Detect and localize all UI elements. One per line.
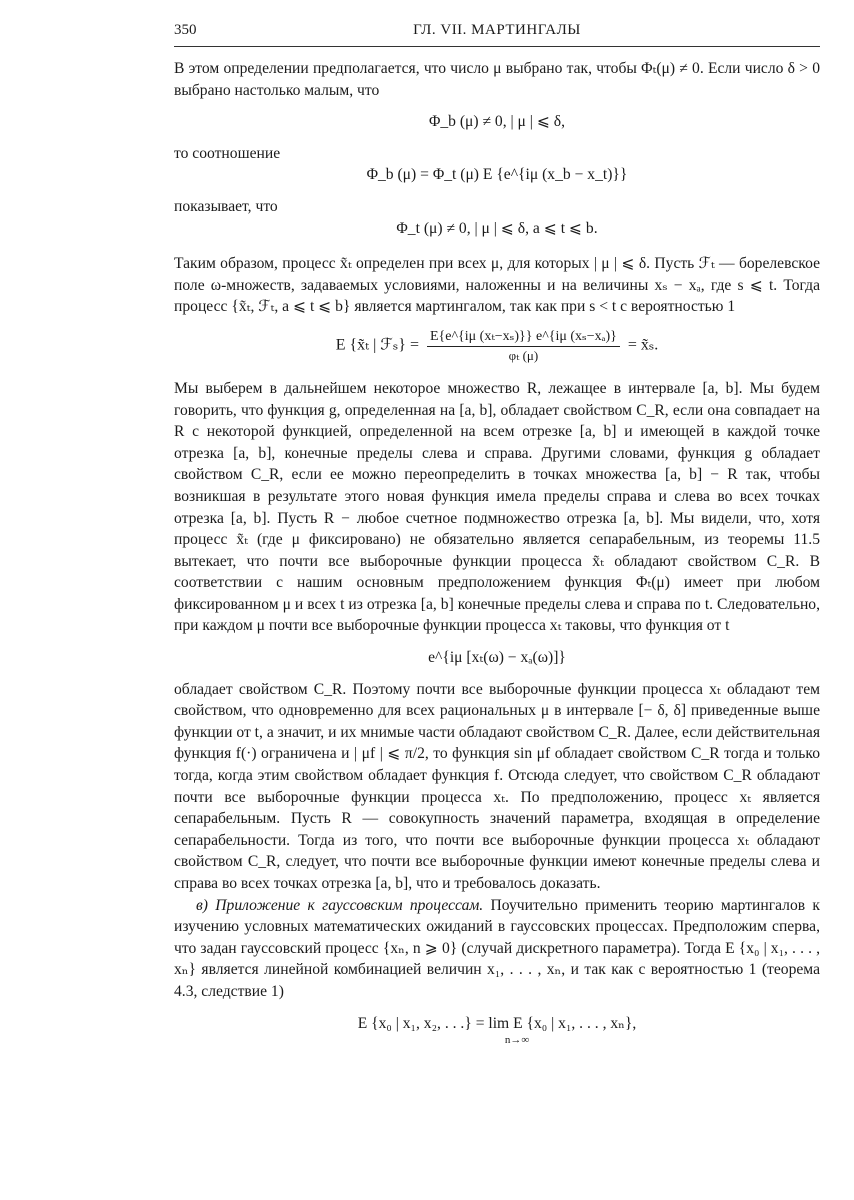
formula-2: Φ_b (μ) = Φ_t (μ) E {e^{iμ (x_b − x_t)}} bbox=[366, 166, 628, 184]
paragraph-5: Мы выберем в дальнейшем некоторое множество R, лежащее в интервале [a, b]. Мы будем говорить, что функция g, определенная на [a, b], обладает свойством C_R, если она совпадает на R с некоторой функцией, определенной на всем отрезке [a, b] и имеющей в каждой точке отрезка [a, b], конечные пределы слева и справа. Другими словами, функция g обладает свойством C_R, если ее можно переопределить в точках множества [a, b] − R так, чтобы возникшая в результате этого новая функция имела пределы справа и слева во всех точках отрезка [a, b]. Пусть R − любое счетное подмножество отрезка [a, b]. Мы видели, что, хотя процесс x̃ₜ (где μ фиксировано) не обязательно является сепарабельным, из теоремы 11.5 вытекает, что почти все выборочные функции процесса x̃ₜ обладают свойством C_R. В соответствии с нашим основным предположением функция Φₜ(μ) имеет при любом фиксированном μ и всех t из отрезка [a, b] конечные пределы слева и справа по t. Следовательно, при каждом μ почти все выборочные функции процесса xₜ таковы, что функция от t bbox=[174, 379, 820, 635]
paragraph-1: В этом определении предполагается, что число μ выбрано так, чтобы Φₜ(μ) ≠ 0. Если число δ > 0 выбрано настолько малым, что bbox=[174, 60, 820, 99]
paragraph-7-text: Поучительно применить теорию мартингалов к изучению условных математических ожиданий в гауссовских процессах. Предположим сперва, что задан гауссовский процесс {xₙ, n ⩾ 0} (случай дискретного параметра). Тогда E {x₀ | x₁, . . . , xₙ} является линейной комбинацией величин x₁, . . . , xₙ, и так как с вероятностью 1 (теорема 4.3, следствие 1) bbox=[174, 896, 820, 1000]
formula-6-text: E {x₀ | x₁, x₂, . . .} = lim E {x₀ | x₁, . . . , xₙ}, bbox=[357, 1014, 637, 1032]
paragraph-7 bbox=[174, 895, 820, 1003]
formula-1: Φ_b (μ) ≠ 0, | μ | ⩽ δ, bbox=[428, 113, 566, 131]
chapter-title: ГЛ. VII. МАРТИНГАЛЫ bbox=[413, 22, 581, 38]
section-label: в) Приложение к гауссовским процессам. bbox=[196, 896, 484, 914]
formula-4-fraction bbox=[427, 328, 620, 364]
formula-4-numerator: E{e^{iμ (xₜ−xₛ)}} e^{iμ (xₛ−xₐ)} bbox=[427, 328, 620, 347]
paragraph-3: показывает, что bbox=[174, 197, 278, 215]
formula-3: Φ_t (μ) ≠ 0, | μ | ⩽ δ, a ⩽ t ⩽ b. bbox=[396, 219, 598, 237]
paragraph-6: обладает свойством C_R. Поэтому почти все выборочные функции процесса xₜ обладают тем свойством, что одновременно для всех рациональных μ в интервале [− δ, δ] приведенные выше функции от t, а значит, и их мнимые части обладают свойством C_R. Далее, если действительная функция f(·) ограничена и | μf | ⩽ π/2, то функция sin μf обладает свойством C_R тогда и только тогда, когда этим свойством обладает функция f. Отсюда следует, что свойством C_R обладают почти все выборочные функции процесса xₜ. По предположению, процесс xₜ является сепарабельным. Пусть R — совокупность значений параметра, входящая в определение сепарабельности. Тогда из того, что почти все выборочные функции процесса xₜ обладают свойством C_R, следует, что почти все выборочные функции имеют конечные пределы слева и справа во всех точках отрезка [a, b], что и требовалось доказать. bbox=[174, 680, 820, 892]
running-header bbox=[174, 20, 820, 47]
formula-4 bbox=[174, 328, 820, 364]
paragraph-4: Таким образом, процесс x̃ₜ определен при всех μ, для которых | μ | ⩽ δ. Пусть ℱₜ — борелевское поле ω-множеств, задаваемых условиями, наложенны и на величины xₛ − xₐ, где s ⩽ t. Тогда процесс {x̃ₜ, ℱₜ, a ⩽ t ⩽ b} является мартингалом, так как при s < t с вероятностью 1 bbox=[174, 255, 820, 316]
page-number: 350 bbox=[174, 22, 197, 38]
formula-4-left: E {x̃ₜ | ℱₛ} = bbox=[335, 336, 419, 354]
formula-6-limit-subscript: n→∞ bbox=[504, 1034, 530, 1047]
formula-5: e^{iμ [xₜ(ω) − xₐ(ω)]} bbox=[428, 649, 566, 667]
formula-4-right: = x̃ₛ. bbox=[627, 336, 659, 354]
paragraph-2: то соотношение bbox=[174, 144, 281, 162]
formula-4-denominator: φₜ (μ) bbox=[508, 347, 539, 363]
formula-6 bbox=[174, 1013, 820, 1035]
page-body bbox=[174, 58, 820, 1046]
